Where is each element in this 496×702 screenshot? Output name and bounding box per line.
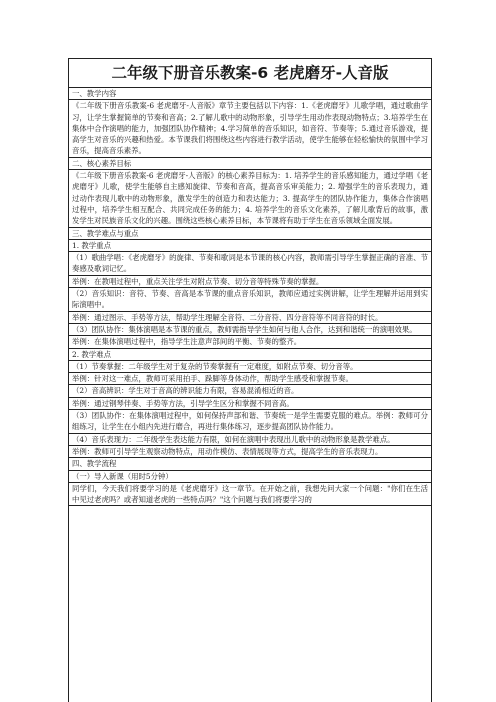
list-item: （2）音高辨识：学生对于音高的辨识能力有限，容易混淆相近的音。 [69, 385, 431, 397]
subheading-key-points: 1. 教学重点 [69, 240, 431, 252]
page-title: 二年级下册音乐教案-6 老虎磨牙-人音版 [69, 59, 431, 88]
paragraph-content: 《二年级下册音乐教案-6 老虎磨牙-人音版》章节主要包括以下内容：1.《老虎磨牙》儿歌学唱，通过歌曲学习，让学生掌握简单的节奏和音高；2.了解儿歌中的动物形象，引导学生用动作表现动物特点；3.培养学生在集体中合作演唱的能力，加强团队协作精神；4.学习简单的音乐知识，如音符、节奏等；5.通过音乐游戏，提高学生对音乐的兴趣和热爱。本节课我们将围绕这些内容进行教学活动，使学生能够在轻松愉快的氛围中学习音乐，提高音乐素养。 [69, 100, 431, 157]
example-item: 举例：通过钢琴伴奏、手势等方法，引导学生区分和掌握不同音高。 [69, 398, 431, 410]
list-item: （4）音乐表现力：二年级学生表达能力有限，如何在演唱中表现出儿歌中的动物形象是教学难点。 [69, 434, 431, 446]
subheading-intro: （一）导入新课（用时5分钟） [69, 471, 431, 483]
list-item: （3）团队协作：在集体演唱过程中，如何保持声部和谐、节奏统一是学生需要克服的难点。举例：教师可分组练习，让学生在小组内先进行磨合，再进行集体练习，逐步提高团队协作能力。 [69, 410, 431, 434]
paragraph-goals: 《二年级下册音乐教案-6 老虎磨牙-人音版》的核心素养目标为：1. 培养学生的音乐感知能力，通过学唱《老虎磨牙》儿歌，使学生能够自主感知旋律、节奏和音高，提高音乐审美能力；2. 增强学生的音乐表现力，通过动作表现儿歌中的动物形象，激发学生的创造力和表达能力；3. 提高学生的团队协作能力，集体合作演唱过程中，培养学生相互配合、共同完成任务的能力；4. 培养学生的音乐文化素养，了解儿歌背后的故事，激发学生对民族音乐文化的兴趣。围绕这些核心素养目标，本节课将有助于学生在音乐领域全面发展。 [69, 170, 431, 227]
example-item: 举例：在教唱过程中，重点关注学生对附点节奏、切分音等特殊节奏的掌握。 [69, 276, 431, 288]
section-heading-key-points: 三、教学难点与重点 [69, 228, 431, 240]
document-page [68, 58, 432, 702]
example-item: 举例：教师可引导学生观察动物特点，用动作模仿、表情展现等方式，提高学生的音乐表现力。 [69, 446, 431, 458]
example-item: 举例：针对这一难点，教师可采用拍手、跺脚等身体动作，帮助学生感受和掌握节奏。 [69, 373, 431, 385]
document-body [69, 88, 431, 506]
subheading-difficulties: 2. 教学难点 [69, 349, 431, 361]
section-heading-content: 一、教学内容 [69, 88, 431, 100]
section-heading-process: 四、教学流程 [69, 458, 431, 470]
list-item: （1）节奏掌握：二年级学生对于复杂的节奏掌握有一定难度，如附点节奏、切分音等。 [69, 361, 431, 373]
list-item: （1）歌曲学唱：《老虎磨牙》的旋律、节奏和歌词是本节课的核心内容，教师需引导学生掌握正确的音准、节奏感及歌词记忆。 [69, 252, 431, 276]
example-item: 举例：在集体演唱过程中，指导学生注意声部间的平衡、节奏的整齐。 [69, 336, 431, 348]
example-item: 举例：通过图示、手势等方法，帮助学生理解全音符、二分音符、四分音符等不同音符的时长。 [69, 312, 431, 324]
list-item: （3）团队协作：集体演唱是本节课的重点，教师需指导学生如何与他人合作，达到和谐统一的演唱效果。 [69, 324, 431, 336]
section-heading-goals: 二、核心素养目标 [69, 158, 431, 170]
list-item: （2）音乐知识：音符、节奏、音高是本节课的重点音乐知识，教师应通过实例讲解，让学生理解并运用到实际演唱中。 [69, 288, 431, 312]
paragraph-intro: 同学们，今天我们将要学习的是《老虎磨牙》这一章节。在开始之前，我想先问大家一个问题："你们在生活中见过老虎吗？或者知道老虎的一些特点吗？"这个问题与我们将要学习的 [69, 483, 431, 507]
